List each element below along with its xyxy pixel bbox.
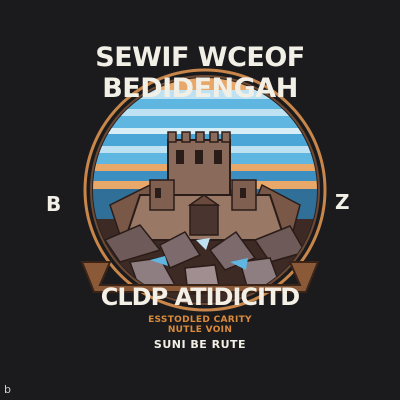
arc-title: SEWIF WCEOF BEDIDENGAH xyxy=(95,42,305,104)
corner-mark: b xyxy=(4,383,11,396)
side-letter-right: Z xyxy=(335,190,350,214)
tagline: SUNI BE RUTE xyxy=(153,338,247,351)
side-letter-left: B xyxy=(46,192,62,216)
subtitle-line-1: ESSTODLED CARITY xyxy=(148,315,252,325)
main-title: CLDP ATIDICITD xyxy=(100,283,300,311)
subtitle-line-2: NUTLE VOIN xyxy=(167,325,233,335)
